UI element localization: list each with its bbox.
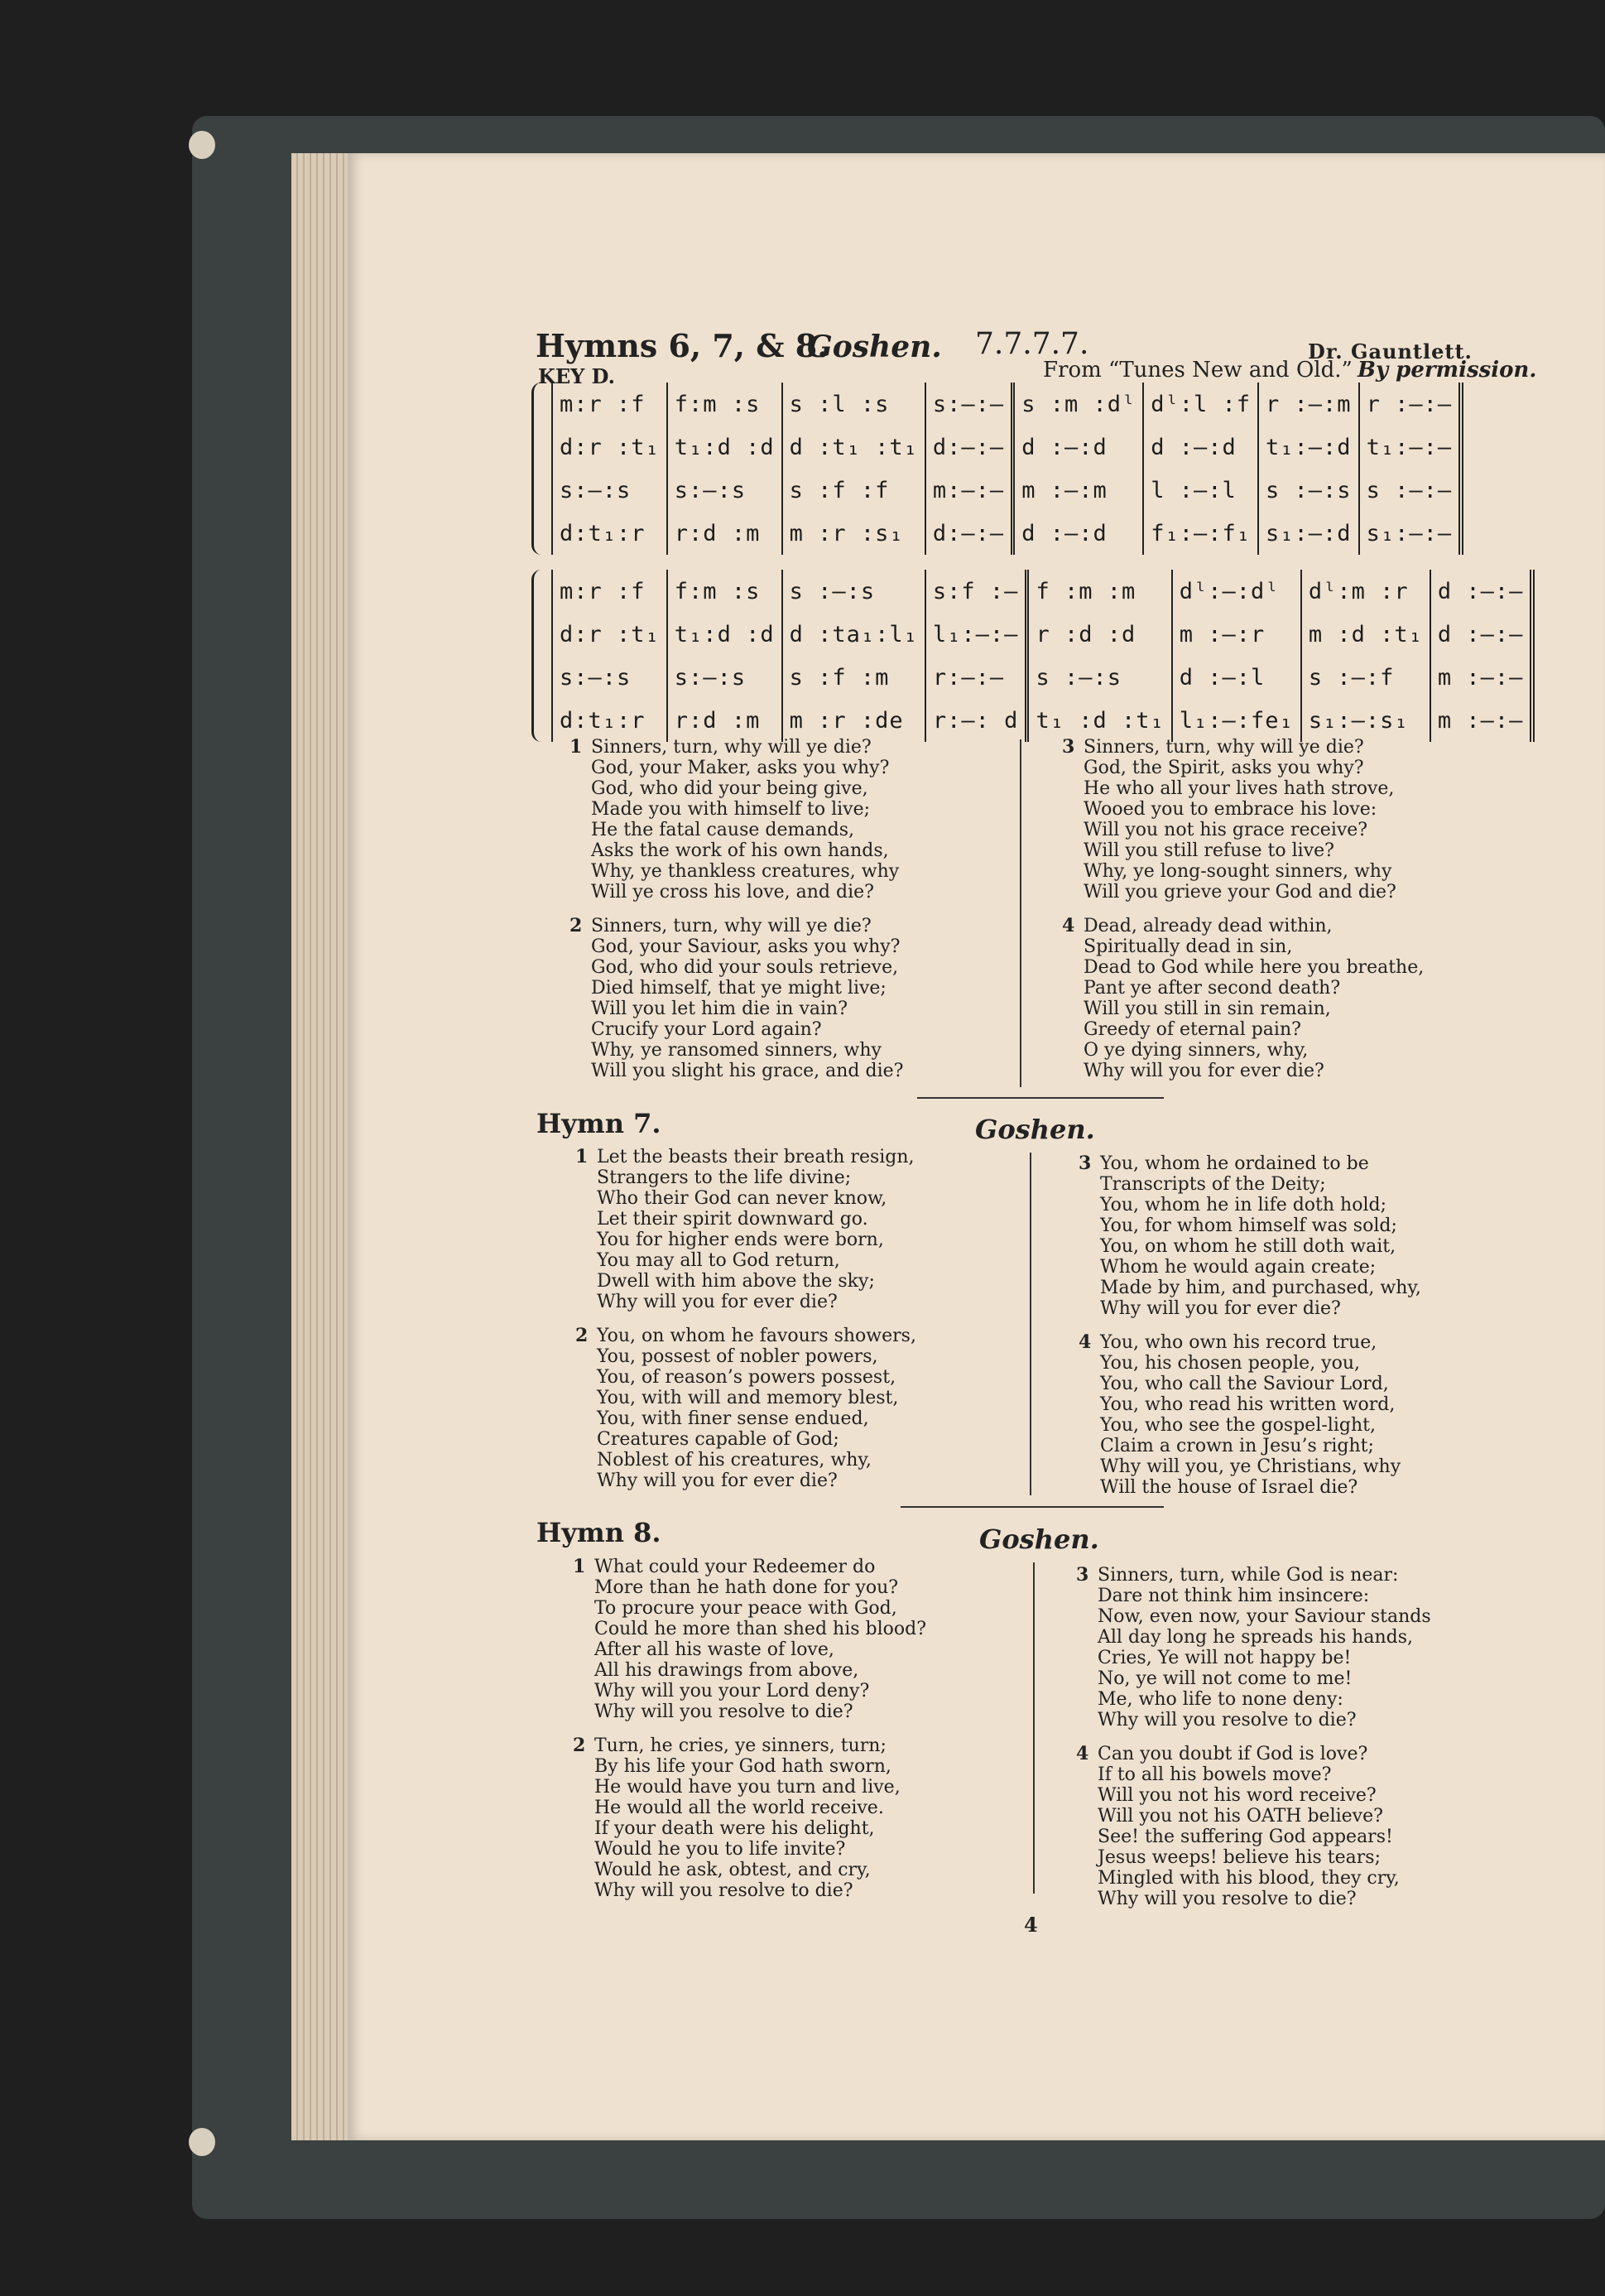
- verse-line: God, who did your souls retrieve,: [591, 957, 899, 978]
- verse-line: Sinners, turn, while God is near:: [1098, 1565, 1399, 1586]
- solfa-voice-row: [552, 699, 1532, 742]
- solfa-measure: d :—:l: [1172, 656, 1301, 699]
- solfa-measure: r:d :m: [667, 512, 782, 555]
- verse-line: Why, ye ransomed sinners, why: [591, 1040, 882, 1061]
- verse-line: Will you still in sin remain,: [1084, 999, 1331, 1019]
- solfa-measure: d :ta₁:l₁: [782, 613, 925, 656]
- solfa-measure: m:—:—: [925, 469, 1013, 512]
- verse-line: Whom he would again create;: [1100, 1257, 1377, 1278]
- column-divider: [1033, 1562, 1035, 1894]
- verse-number: 2: [569, 915, 583, 936]
- column-divider: [1030, 1153, 1031, 1495]
- column-divider: [1020, 739, 1021, 1087]
- solfa-measure: d:r :t₁: [552, 426, 667, 469]
- verse-number: 4: [1062, 915, 1075, 936]
- verse: [1062, 916, 1526, 1081]
- solfa-measure: s :—:s: [782, 570, 925, 613]
- verse-line: He would all the world receive.: [594, 1798, 884, 1818]
- verse-line: Why will you for ever die?: [1100, 1298, 1341, 1319]
- verse-line: Dead to God while here you breathe,: [1084, 957, 1425, 978]
- verse-line: Let their spirit downward go.: [597, 1209, 868, 1230]
- verse-line: Crucify your Lord again?: [591, 1019, 822, 1040]
- verse-line: You may all to God return,: [597, 1250, 840, 1271]
- solfa-measure: t₁ :d :t₁: [1027, 699, 1172, 742]
- verse: [573, 1557, 1020, 1722]
- verse-line: You, with will and memory blest,: [597, 1388, 899, 1408]
- verse-line: Why will you for ever die?: [1084, 1061, 1324, 1081]
- section-rule: [917, 1097, 1164, 1099]
- verse-line: Will you not his word receive?: [1098, 1785, 1377, 1806]
- solfa-measure: dˡ:l :f: [1143, 383, 1258, 426]
- source-credit: From “Tunes New and Old.”: [1043, 358, 1353, 383]
- verse-number: 4: [1076, 1743, 1089, 1764]
- solfa-measure: s :—:s: [1258, 469, 1359, 512]
- verse: [1079, 1153, 1526, 1319]
- verse-line: Claim a crown in Jesu’s right;: [1100, 1436, 1374, 1456]
- solfa-measure: d:t₁:r: [552, 512, 667, 555]
- solfa-voice-row: [552, 570, 1532, 613]
- verse-line: Made you with himself to live;: [591, 799, 871, 820]
- verse-line: Why will you resolve to die?: [1098, 1889, 1357, 1909]
- verse-line: Will ye cross his love, and die?: [591, 882, 874, 903]
- verse-line: By his life your God hath sworn,: [594, 1756, 891, 1777]
- verse-line: Will you not his grace receive?: [1084, 820, 1368, 840]
- solfa-measure: d:—:—: [925, 512, 1013, 555]
- solfa-measure: f₁:—:f₁: [1143, 512, 1258, 555]
- hymn8-left-verses: [573, 1557, 1020, 1914]
- solfa-measure: t₁:d :d: [667, 426, 782, 469]
- verse-line: No, ye will not come to me!: [1098, 1668, 1353, 1689]
- verse-line: Turn, he cries, ye sinners, turn;: [594, 1735, 887, 1756]
- verse-number: 1: [573, 1556, 586, 1577]
- system-brace: [531, 383, 545, 555]
- verse-line: You, who read his written word,: [1100, 1394, 1396, 1415]
- hymn7-right-verses: [1079, 1153, 1526, 1511]
- verse-number: 1: [569, 736, 583, 758]
- verse-line: Can you doubt if God is love?: [1098, 1744, 1368, 1764]
- verse-line: Why will you resolve to die?: [594, 1702, 853, 1722]
- solfa-table-1: [551, 383, 1463, 555]
- verse-line: Why will you your Lord deny?: [594, 1681, 870, 1702]
- verse: [1062, 737, 1526, 903]
- verse-line: Me, who life to none deny:: [1098, 1689, 1343, 1710]
- tonic-solfa-system-1: [536, 383, 1530, 555]
- solfa-voice-row: [552, 383, 1461, 426]
- solfa-measure: t₁:—:d: [1258, 426, 1359, 469]
- solfa-measure: l₁:—:—: [925, 613, 1027, 656]
- verse: [569, 737, 1016, 903]
- meter: 7.7.7.7.: [975, 327, 1089, 361]
- solfa-measure: r :—:—: [1359, 383, 1462, 426]
- solfa-measure: f:m :s: [667, 383, 782, 426]
- verse-number: 2: [575, 1325, 589, 1346]
- verse-line: You, on whom he favours showers,: [597, 1326, 916, 1346]
- binding-clip-bottom: [189, 2128, 215, 2156]
- solfa-measure: d :t₁ :t₁: [782, 426, 925, 469]
- verse-line: You, who see the gospel-light,: [1100, 1415, 1376, 1436]
- solfa-measure: t₁:d :d: [667, 613, 782, 656]
- solfa-measure: s:—:s: [667, 656, 782, 699]
- tune-name: Goshen.: [807, 330, 942, 364]
- solfa-voice-row: [552, 512, 1461, 555]
- verse-line: If to all his bowels move?: [1098, 1764, 1332, 1785]
- solfa-measure: s :—:s: [1027, 656, 1172, 699]
- verse-line: What could your Redeemer do: [594, 1557, 876, 1577]
- verse-line: You, on whom he still doth wait,: [1100, 1236, 1396, 1257]
- verse-line: More than he hath done for you?: [594, 1577, 899, 1598]
- verse-line: Will you still refuse to live?: [1084, 840, 1334, 861]
- verse-line: Dwell with him above the sky;: [597, 1271, 875, 1292]
- solfa-measure: l₁:—:fe₁: [1172, 699, 1301, 742]
- verse-number: 1: [575, 1146, 589, 1167]
- verse-line: Made by him, and purchased, why,: [1100, 1278, 1421, 1298]
- verse-line: Dead, already dead within,: [1084, 916, 1333, 936]
- solfa-measure: f :m :m: [1027, 570, 1172, 613]
- binding-clip-top: [189, 131, 215, 159]
- verse-line: Now, even now, your Saviour stands: [1098, 1606, 1431, 1627]
- verse-line: You for higher ends were born,: [597, 1230, 884, 1250]
- verse-line: Why will you for ever die?: [597, 1292, 838, 1312]
- verse-line: You, who call the Saviour Lord,: [1100, 1374, 1389, 1394]
- solfa-measure: s :—:f: [1301, 656, 1430, 699]
- solfa-measure: r :d :d: [1027, 613, 1172, 656]
- solfa-voice-row: [552, 656, 1532, 699]
- verse-number: 3: [1079, 1153, 1092, 1174]
- verse-line: Sinners, turn, why will ye die?: [591, 737, 872, 758]
- verse-line: Would he you to life invite?: [594, 1839, 846, 1860]
- verse-line: You, whom he ordained to be: [1100, 1153, 1369, 1174]
- hymn8-right-verses: [1076, 1565, 1523, 1923]
- verse-line: If your death were his delight,: [594, 1818, 875, 1839]
- verse-line: Will you not his OATH believe?: [1098, 1806, 1383, 1827]
- verse-line: God, who did your being give,: [591, 778, 868, 799]
- verse-line: He the fatal cause demands,: [591, 820, 854, 840]
- verse-line: Could he more than shed his blood?: [594, 1619, 926, 1639]
- solfa-measure: dˡ:—:dˡ: [1172, 570, 1301, 613]
- verse-line: Why will you resolve to die?: [1098, 1710, 1357, 1730]
- hymn7-left-verses: [575, 1147, 1022, 1504]
- solfa-measure: s :—:—: [1359, 469, 1462, 512]
- solfa-measure: s :f :m: [782, 656, 925, 699]
- solfa-measure: s:—:s: [552, 656, 667, 699]
- verse-line: Noblest of his creatures, why,: [597, 1450, 872, 1470]
- solfa-measure: r:—: d: [925, 699, 1027, 742]
- verse-line: See! the suffering God appears!: [1098, 1827, 1393, 1847]
- solfa-measure: s₁:—:d: [1258, 512, 1359, 555]
- verse-line: Will the house of Israel die?: [1100, 1477, 1358, 1498]
- solfa-measure: m :—:—: [1430, 656, 1533, 699]
- solfa-measure: s₁:—:s₁: [1301, 699, 1430, 742]
- verse-line: Transcripts of the Deity;: [1100, 1174, 1326, 1195]
- solfa-voice-row: [552, 469, 1461, 512]
- verse-line: Why will you, ye Christians, why: [1100, 1456, 1401, 1477]
- verse-line: Strangers to the life divine;: [597, 1167, 852, 1188]
- solfa-measure: s₁:—:—: [1359, 512, 1462, 555]
- verse-line: Greedy of eternal pain?: [1084, 1019, 1301, 1040]
- verse-line: All day long he spreads his hands,: [1098, 1627, 1413, 1648]
- solfa-table-2: [551, 570, 1535, 742]
- solfa-measure: m :r :de: [782, 699, 925, 742]
- solfa-measure: r:—:—: [925, 656, 1027, 699]
- solfa-measure: d :—:—: [1430, 613, 1533, 656]
- verse: [569, 916, 1016, 1081]
- solfa-measure: s :m :dˡ: [1013, 383, 1144, 426]
- verse-line: You, possest of nobler powers,: [597, 1346, 878, 1367]
- verse-line: Let the beasts their breath resign,: [597, 1147, 915, 1167]
- section-rule: [901, 1506, 1164, 1508]
- solfa-measure: s:f :—: [925, 570, 1027, 613]
- solfa-measure: d :—:—: [1430, 570, 1533, 613]
- solfa-measure: m :—:—: [1430, 699, 1533, 742]
- solfa-measure: f:m :s: [667, 570, 782, 613]
- verse-line: You, whom he in life doth hold;: [1100, 1195, 1386, 1215]
- solfa-measure: m:r :f: [552, 570, 667, 613]
- verse-line: Why will you resolve to die?: [594, 1880, 853, 1901]
- verse-line: You, his chosen people, you,: [1100, 1353, 1361, 1374]
- hymn6-right-verses: [1062, 737, 1526, 1095]
- hymn6-left-verses: [569, 737, 1016, 1095]
- verse-line: Will you let him die in vain?: [591, 999, 848, 1019]
- verse-line: Died himself, that ye might live;: [591, 978, 887, 999]
- solfa-measure: m :—:r: [1172, 613, 1301, 656]
- verse-line: Why, ye thankless creatures, why: [591, 861, 900, 882]
- verse-number: 2: [573, 1735, 586, 1756]
- verse: [573, 1735, 1020, 1901]
- tonic-solfa-system-2: [536, 570, 1530, 742]
- solfa-voice-row: [552, 613, 1532, 656]
- solfa-measure: s :l :s: [782, 383, 925, 426]
- verse: [575, 1147, 1022, 1312]
- solfa-measure: m :d :t₁: [1301, 613, 1430, 656]
- verse-number: 3: [1076, 1564, 1089, 1586]
- solfa-measure: s:—:—: [925, 383, 1013, 426]
- verse-line: You, with finer sense endued,: [597, 1408, 869, 1429]
- verse-line: You, who own his record true,: [1100, 1332, 1377, 1353]
- solfa-voice-row: [552, 426, 1461, 469]
- hymn7-tune: Goshen.: [975, 1114, 1095, 1145]
- verse-line: Jesus weeps! believe his tears;: [1098, 1847, 1381, 1868]
- hymn8-tune: Goshen.: [979, 1523, 1099, 1555]
- page-number: 4: [1024, 1913, 1038, 1937]
- solfa-measure: d :—:d: [1013, 512, 1144, 555]
- solfa-measure: s:—:s: [667, 469, 782, 512]
- solfa-measure: l :—:l: [1143, 469, 1258, 512]
- verse-line: O ye dying sinners, why,: [1084, 1040, 1309, 1061]
- solfa-measure: m:r :f: [552, 383, 667, 426]
- verse-line: Cries, Ye will not happy be!: [1098, 1648, 1352, 1668]
- verse-line: Asks the work of his own hands,: [591, 840, 889, 861]
- verse-line: After all his waste of love,: [594, 1639, 834, 1660]
- solfa-measure: d:t₁:r: [552, 699, 667, 742]
- verse-line: He would have you turn and live,: [594, 1777, 901, 1798]
- solfa-measure: r:d :m: [667, 699, 782, 742]
- verse-line: You, of reason’s powers possest,: [597, 1367, 896, 1388]
- verse-line: Why, ye long-sought sinners, why: [1084, 861, 1392, 882]
- hymn7-heading: Hymn 7.: [536, 1108, 661, 1139]
- verse-line: Mingled with his blood, they cry,: [1098, 1868, 1400, 1889]
- verse-line: Why will you for ever die?: [597, 1470, 838, 1491]
- verse-line: God, your Maker, asks you why?: [591, 758, 890, 778]
- solfa-measure: d:—:—: [925, 426, 1013, 469]
- solfa-measure: t₁:—:—: [1359, 426, 1462, 469]
- verse-line: Wooed you to embrace his love:: [1084, 799, 1377, 820]
- solfa-measure: dˡ:m :r: [1301, 570, 1430, 613]
- verse-line: God, your Saviour, asks you why?: [591, 936, 901, 957]
- solfa-measure: d:r :t₁: [552, 613, 667, 656]
- verse-line: Creatures capable of God;: [597, 1429, 839, 1450]
- verse-number: 4: [1079, 1331, 1092, 1353]
- verse-line: Who their God can never know,: [597, 1188, 887, 1209]
- verse-line: Sinners, turn, why will ye die?: [1084, 737, 1364, 758]
- solfa-measure: m :—:m: [1013, 469, 1144, 512]
- verse: [1076, 1565, 1523, 1730]
- verse-line: Pant ye after second death?: [1084, 978, 1341, 999]
- key-signature: KEY D.: [538, 364, 615, 388]
- verse-line: Sinners, turn, why will ye die?: [591, 916, 872, 936]
- verse: [1079, 1332, 1526, 1498]
- verse-line: God, the Spirit, asks you why?: [1084, 758, 1364, 778]
- permission-note: By permission.: [1358, 358, 1537, 383]
- solfa-measure: m :r :s₁: [782, 512, 925, 555]
- verse-number: 3: [1062, 736, 1075, 758]
- solfa-measure: s:—:s: [552, 469, 667, 512]
- page-title: Hymns 6, 7, & 8.: [536, 327, 829, 364]
- verse-line: Will you slight his grace, and die?: [591, 1061, 904, 1081]
- system-brace: [531, 570, 545, 742]
- verse: [1076, 1744, 1523, 1909]
- verse-line: All his drawings from above,: [594, 1660, 859, 1681]
- verse-line: Spiritually dead in sin,: [1084, 936, 1293, 957]
- verse: [575, 1326, 1022, 1491]
- verse-line: He who all your lives hath strove,: [1084, 778, 1395, 799]
- verse-line: Will you grieve your God and die?: [1084, 882, 1396, 903]
- verse-line: To procure your peace with God,: [594, 1598, 897, 1619]
- verse-line: You, for whom himself was sold;: [1100, 1215, 1397, 1236]
- solfa-measure: d :—:d: [1013, 426, 1144, 469]
- solfa-measure: r :—:m: [1258, 383, 1359, 426]
- hymn8-heading: Hymn 8.: [536, 1517, 661, 1548]
- solfa-measure: d :—:d: [1143, 426, 1258, 469]
- composer: Dr. Gauntlett.: [1308, 339, 1473, 363]
- verse-line: Would he ask, obtest, and cry,: [594, 1860, 871, 1880]
- verse-line: Dare not think him insincere:: [1098, 1586, 1370, 1606]
- solfa-measure: s :f :f: [782, 469, 925, 512]
